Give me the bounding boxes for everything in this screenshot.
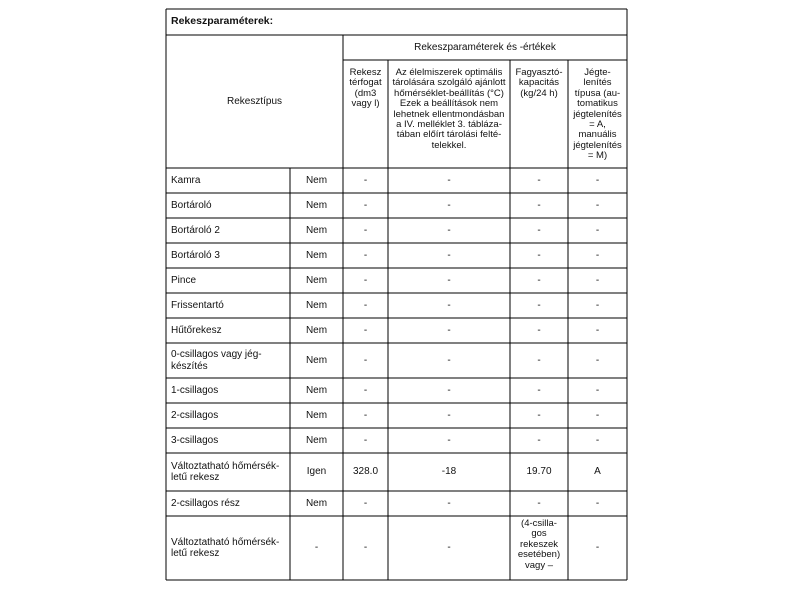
volume-header: Rekesz térfogat (dm3 vagy l): [349, 67, 382, 110]
volume-cell: -: [363, 199, 368, 211]
flag-cell: Nem: [305, 324, 328, 336]
flag-cell: Nem: [305, 274, 328, 286]
defrost-cell: -: [595, 434, 600, 446]
volume-cell: -: [363, 409, 368, 421]
volume-cell: -: [363, 299, 368, 311]
defrost-cell: A: [594, 466, 601, 478]
flag-cell: Nem: [305, 299, 328, 311]
temperature-cell: -: [447, 274, 451, 286]
temperature-cell: -: [447, 384, 451, 396]
flag-cell: Nem: [305, 224, 328, 236]
flag-cell: Igen: [306, 466, 327, 478]
freezing-capacity-cell: (4-csilla- gos rekeszek esetében) vagy –: [517, 518, 561, 571]
temperature-cell: -: [447, 497, 451, 509]
freezing-capacity-cell: 19.70: [526, 466, 552, 478]
defrost-type-header: Jégte- lenítés típusa (au- tomatikus jégtelenítés = A, manuális jégtelenítés = M): [573, 67, 622, 162]
defrost-cell: -: [595, 299, 600, 311]
defrost-cell: -: [595, 354, 600, 366]
volume-cell: -: [363, 384, 368, 396]
temperature-cell: -18: [441, 466, 457, 478]
group-header: Rekeszparaméterek és -értékek: [414, 41, 556, 53]
temperature-cell: -: [447, 434, 451, 446]
flag-cell: Nem: [305, 249, 328, 261]
volume-cell: -: [363, 174, 368, 186]
compartment-type-cell: 2-csillagos rész: [171, 497, 240, 509]
freezing-capacity-cell: -: [537, 354, 541, 366]
volume-cell: -: [363, 497, 368, 509]
table-title: Rekeszparaméterek:: [171, 15, 274, 28]
defrost-cell: -: [595, 409, 600, 421]
freezing-capacity-cell: -: [537, 409, 541, 421]
freezing-capacity-cell: -: [537, 384, 541, 396]
defrost-cell: -: [595, 274, 600, 286]
volume-cell: -: [363, 542, 368, 554]
volume-cell: -: [363, 224, 368, 236]
freezing-capacity-cell: -: [537, 199, 541, 211]
compartment-type-cell: Változtatható hőmérsék- letű rekesz: [171, 536, 280, 559]
temperature-cell: -: [447, 249, 451, 261]
temperature-cell: -: [447, 354, 451, 366]
temperature-cell: -: [447, 174, 451, 186]
defrost-cell: -: [595, 384, 600, 396]
temperature-cell: -: [447, 199, 451, 211]
volume-cell: -: [363, 354, 368, 366]
compartment-type-cell: Hűtőrekesz: [171, 324, 222, 336]
freezing-capacity-cell: -: [537, 249, 541, 261]
defrost-cell: -: [595, 497, 600, 509]
compartment-type-cell: Bortároló: [171, 199, 212, 211]
temperature-cell: -: [447, 324, 451, 336]
freezing-capacity-cell: -: [537, 497, 541, 509]
compartment-type-cell: 0-csillagos vagy jég- készítés: [171, 349, 262, 372]
freezing-capacity-cell: -: [537, 324, 541, 336]
freezing-capacity-cell: -: [537, 224, 541, 236]
defrost-cell: -: [595, 249, 600, 261]
freezing-capacity-cell: -: [537, 299, 541, 311]
compartment-type-cell: Frissentartó: [171, 299, 224, 311]
freezing-capacity-cell: -: [537, 434, 541, 446]
compartment-type-cell: Kamra: [171, 174, 201, 186]
compartment-type-cell: 3-csillagos: [171, 434, 219, 446]
volume-cell: 328.0: [352, 466, 379, 478]
defrost-cell: -: [595, 199, 600, 211]
type-header: Rekesztípus: [226, 95, 283, 107]
defrost-cell: -: [595, 324, 600, 336]
volume-cell: -: [363, 324, 368, 336]
compartment-type-cell: Bortároló 3: [171, 249, 220, 261]
flag-cell: Nem: [305, 409, 328, 421]
compartment-type-cell: Pince: [171, 274, 197, 286]
freezing-capacity-cell: -: [537, 274, 541, 286]
compartment-type-cell: 2-csillagos: [171, 409, 219, 421]
freezing-capacity-header: Fagyasztó- kapacitás (kg/24 h): [515, 67, 563, 99]
flag-cell: Nem: [305, 174, 328, 186]
flag-cell: Nem: [305, 384, 328, 396]
flag-cell: Nem: [305, 434, 328, 446]
temperature-cell: -: [447, 542, 451, 554]
temperature-cell: -: [447, 224, 451, 236]
compartment-type-cell: 1-csillagos: [171, 384, 219, 396]
volume-cell: -: [363, 249, 368, 261]
temperature-cell: -: [447, 299, 451, 311]
temperature-cell: -: [447, 409, 451, 421]
flag-cell: Nem: [305, 354, 328, 366]
compartment-type-cell: Változtatható hőmérsék- letű rekesz: [171, 460, 280, 483]
freezing-capacity-cell: -: [537, 174, 541, 186]
flag-cell: Nem: [305, 497, 328, 509]
defrost-cell: -: [595, 174, 600, 186]
flag-cell: -: [314, 542, 319, 554]
volume-cell: -: [363, 274, 368, 286]
flag-cell: Nem: [305, 199, 328, 211]
compartment-type-cell: Bortároló 2: [171, 224, 220, 236]
volume-cell: -: [363, 434, 368, 446]
defrost-cell: -: [595, 542, 600, 554]
temperature-header: Az élelmiszerek optimális tárolására szolgáló ajánlott hőmérséklet-beállítás (°C) Ezek a beállítások nem lehetnek ellentmondásban a IV. melléklet 3. tábláza- tában előírt tárolási felté- telekkel.: [392, 67, 506, 151]
defrost-cell: -: [595, 224, 600, 236]
